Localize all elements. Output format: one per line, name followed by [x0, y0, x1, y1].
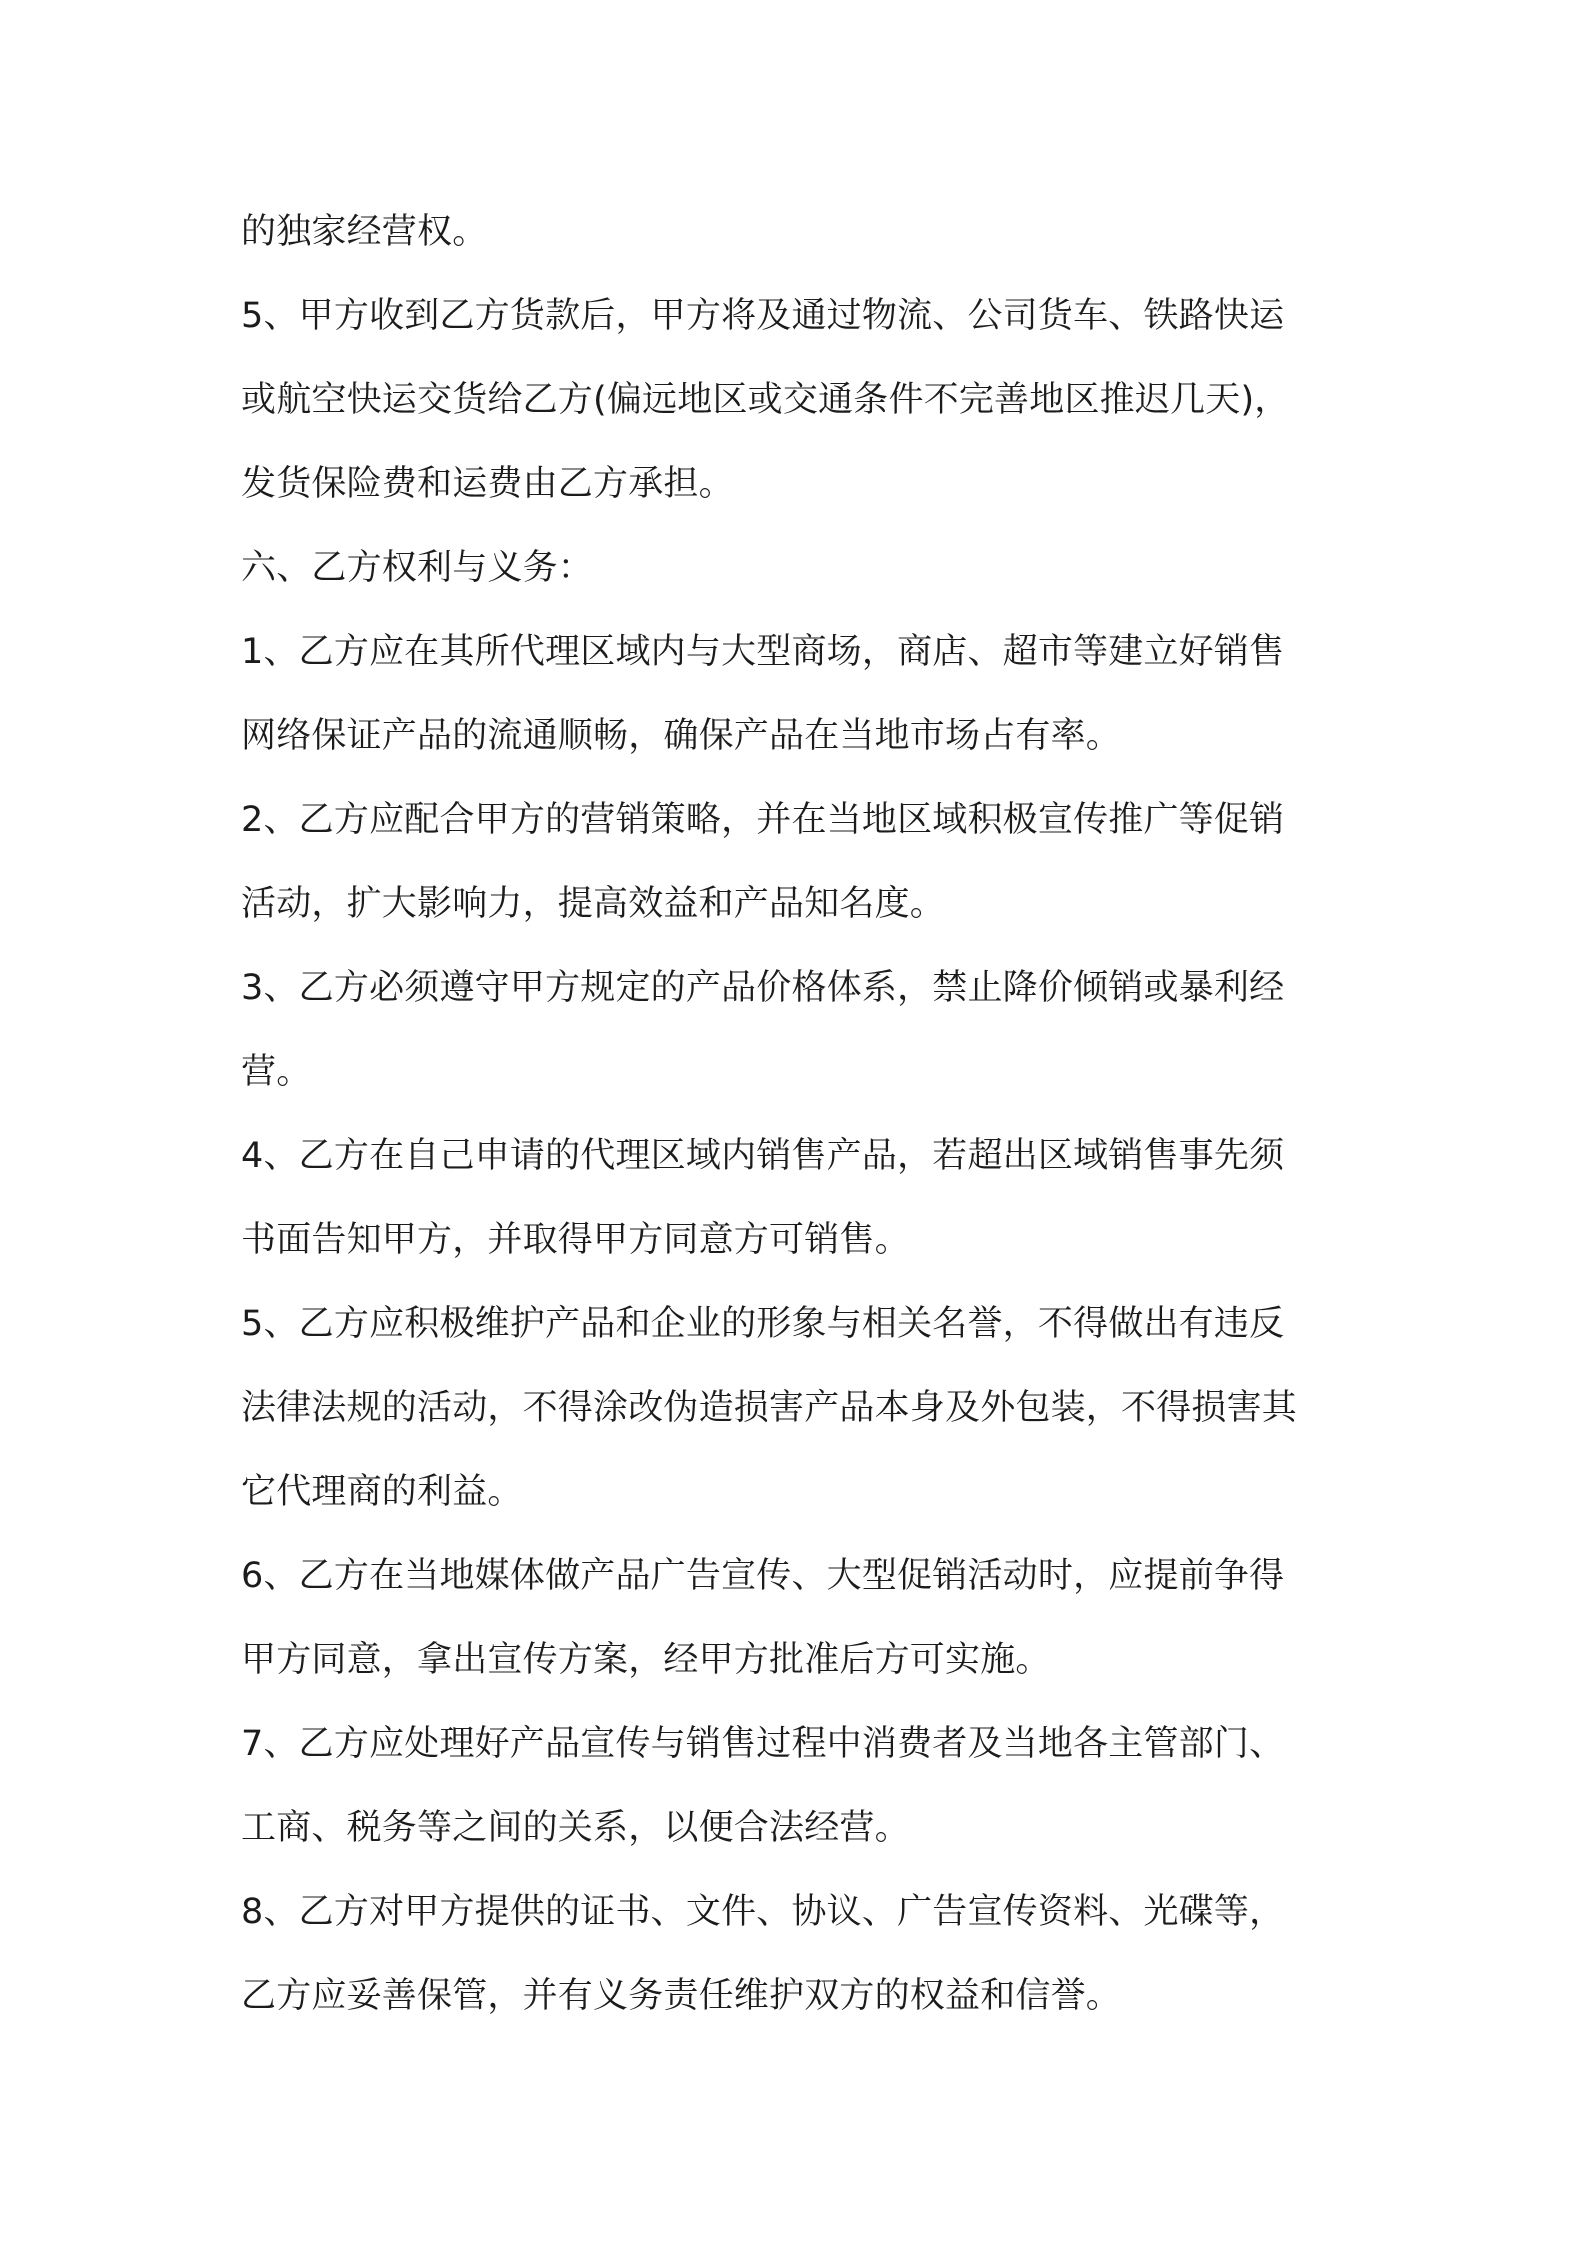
text-line: 7、乙方应处理好产品宣传与销售过程中消费者及当地各主管部门、 [241, 1724, 1285, 1764]
text-line: 4、乙方在自己申请的代理区域内销售产品，若超出区域销售事先须 [241, 1136, 1285, 1176]
text-line: 或航空快运交货给乙方(偏远地区或交通条件不完善地区推迟几天)， [241, 380, 1290, 420]
text-line: 的独家经营权。 [241, 212, 488, 252]
text-line: 6、乙方在当地媒体做产品广告宣传、大型促销活动时，应提前争得 [241, 1556, 1285, 1596]
document-body [241, 190, 1361, 2038]
text-line: 营。 [241, 1052, 312, 1092]
text-line: 它代理商的利益。 [241, 1472, 523, 1512]
text-line: 5、甲方收到乙方货款后，甲方将及通过物流、公司货车、铁路快运 [241, 296, 1285, 336]
text-line: 工商、税务等之间的关系，以便合法经营。 [241, 1808, 910, 1848]
text-line: 书面告知甲方，并取得甲方同意方可销售。 [241, 1220, 910, 1260]
text-line: 2、乙方应配合甲方的营销策略，并在当地区域积极宣传推广等促销 [241, 800, 1285, 840]
text-line: 网络保证产品的流通顺畅，确保产品在当地市场占有率。 [241, 716, 1122, 756]
section-heading: 六、乙方权利与义务： [241, 548, 594, 588]
text-line: 5、乙方应积极维护产品和企业的形象与相关名誉，不得做出有违反 [241, 1304, 1285, 1344]
text-line: 3、乙方必须遵守甲方规定的产品价格体系，禁止降价倾销或暴利经 [241, 968, 1285, 1008]
text-line: 1、乙方应在其所代理区域内与大型商场，商店、超市等建立好销售 [241, 632, 1285, 672]
text-line: 乙方应妥善保管，并有义务责任维护双方的权益和信誉。 [241, 1976, 1122, 2016]
text-line: 法律法规的活动，不得涂改伪造损害产品本身及外包装，不得损害其 [241, 1388, 1298, 1428]
text-line: 8、乙方对甲方提供的证书、文件、协议、广告宣传资料、光碟等， [241, 1892, 1285, 1932]
text-line: 活动，扩大影响力，提高效益和产品知名度。 [241, 884, 946, 924]
text-line: 发货保险费和运费由乙方承担。 [241, 464, 734, 504]
text-line: 甲方同意，拿出宣传方案，经甲方批准后方可实施。 [241, 1640, 1051, 1680]
